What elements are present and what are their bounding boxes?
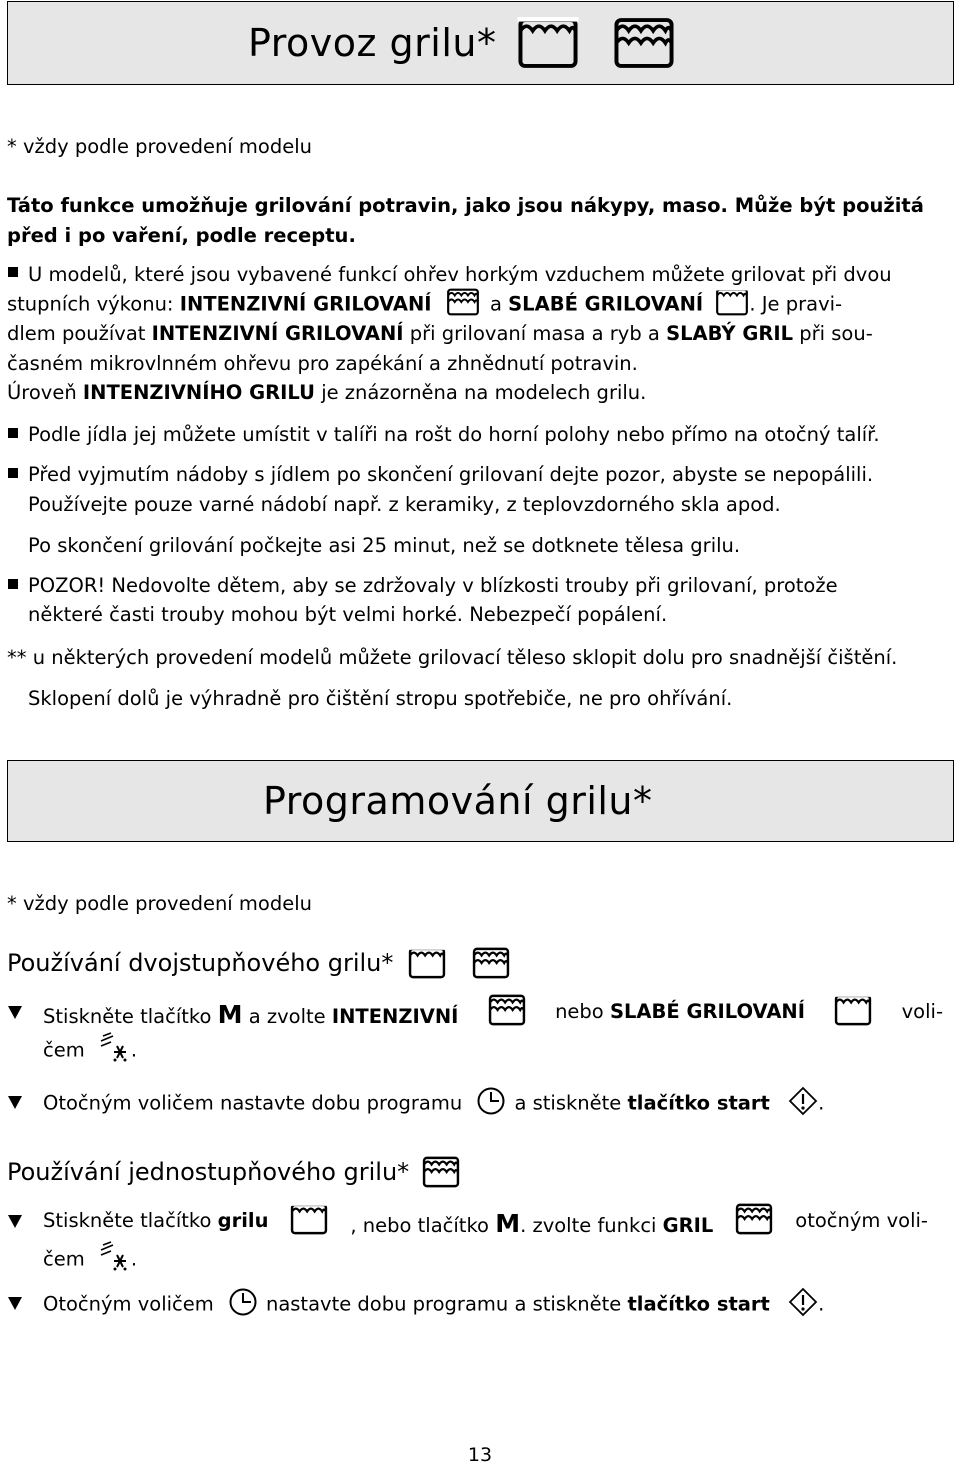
paragraph-line: POZOR! Nedovolte dětem, aby se zdržovaly v blízkosti trouby při grilovaní, protože	[28, 574, 838, 597]
clock-icon	[228, 1287, 258, 1317]
footnote: * vždy podle provedení modelu	[7, 892, 313, 915]
subsection-title: Používání dvojstupňového grilu*	[7, 947, 511, 979]
grill-high-icon	[611, 17, 677, 69]
paragraph-line: Používejte pouze varné nádobí např. z keramiky, z teplovzdorného skla apod.	[28, 493, 781, 516]
paragraph-line: časném mikrovlnném ohřevu pro zapékání a zhnědnutí potravin.	[7, 352, 638, 375]
start-icon	[788, 1086, 818, 1116]
section-title: Programování grilu*	[263, 779, 653, 823]
subsection-title: Používání jednostupňového grilu*	[7, 1156, 461, 1188]
paragraph-line: některé časti trouby mohou být velmi horké. Nebezpečí popálení.	[28, 603, 668, 626]
instruction-line: Otočným voličem nastavte dobu programu a stiskněte tlačítko start .	[43, 1092, 824, 1116]
section-title-box	[7, 760, 954, 842]
clock-icon	[476, 1086, 506, 1116]
note-line: ** u některých provedení modelů můžete grilovací těleso sklopit dolu pro snadnější čištění.	[7, 646, 898, 669]
paragraph-line: stupních výkonu: INTENZIVNÍ GRILOVANÍ a SLABÉ GRILOVANÍ . Je pravi-	[7, 294, 842, 316]
square-bullet-icon	[8, 579, 18, 589]
instruction-line: čem .	[43, 1040, 137, 1062]
grill-high-icon	[733, 1203, 775, 1235]
start-icon	[788, 1287, 818, 1317]
square-bullet-icon	[8, 267, 18, 277]
grill-low-icon	[832, 994, 874, 1026]
grill-high-icon	[471, 947, 511, 979]
section-title-box	[7, 1, 954, 85]
triangle-bullet-icon	[8, 1096, 22, 1109]
intro-text: Táto funkce umožňuje grilování potravin, jako jsou nákypy, maso. Může být použitá	[7, 194, 924, 217]
paragraph-line: dlem používat INTENZIVNÍ GRILOVANÍ při grilovaní masa a ryb a SLABÝ GRIL při sou-	[7, 322, 873, 345]
grill-low-icon	[407, 947, 447, 979]
paragraph-line: Před vyjmutím nádoby s jídlem po skončení grilovaní dejte pozor, abyste se nepopálili.	[28, 463, 874, 486]
triangle-bullet-icon	[8, 1215, 22, 1228]
intro-text: před i po vaření, podle receptu.	[7, 224, 356, 247]
paragraph-line: Po skončení grilování počkejte asi 25 minut, než se dotknete tělesa grilu.	[28, 534, 741, 557]
paragraph-line: Podle jídla jej můžete umístit v talíři na rošt do horní polohy nebo přímo na otočný talíř.	[28, 423, 880, 446]
instruction-line: čem .	[43, 1249, 137, 1271]
paragraph-line: U modelů, které jsou vybavené funkcí ohřev horkým vzduchem můžete grilovat při dvou	[28, 263, 892, 286]
square-bullet-icon	[8, 428, 18, 438]
dial-icon	[97, 1032, 131, 1062]
grill-high-icon	[421, 1156, 461, 1188]
paragraph-line: Úroveň INTENZIVNÍHO GRILU je znázorněna na modelech grilu.	[7, 381, 647, 404]
grill-low-icon	[515, 17, 581, 69]
note-line: Sklopení dolů je výhradně pro čištění stropu spotřebiče, ne pro ohřívání.	[28, 687, 733, 710]
footnote: * vždy podle provedení modelu	[7, 135, 313, 158]
page-number: 13	[467, 1444, 493, 1466]
grill-low-icon	[288, 1203, 330, 1235]
triangle-bullet-icon	[8, 1297, 22, 1310]
grill-high-icon	[486, 994, 528, 1026]
page-title: Provoz grilu*	[248, 17, 677, 69]
dial-icon	[97, 1241, 131, 1271]
instruction-line: Otočným voličem nastavte dobu programu a stiskněte tlačítko start .	[43, 1293, 824, 1317]
square-bullet-icon	[8, 468, 18, 478]
triangle-bullet-icon	[8, 1006, 22, 1019]
instruction-line: Stiskněte tlačítko grilu , nebo tlačítko M. zvolte funkci GRIL otočným voli-	[43, 1211, 928, 1236]
grill-low-icon	[715, 288, 749, 316]
instruction-line: Stiskněte tlačítko M a zvolte INTENZIVNÍ nebo SLABÉ GRILOVANÍ voli-	[43, 1002, 943, 1027]
grill-high-icon	[446, 288, 480, 316]
